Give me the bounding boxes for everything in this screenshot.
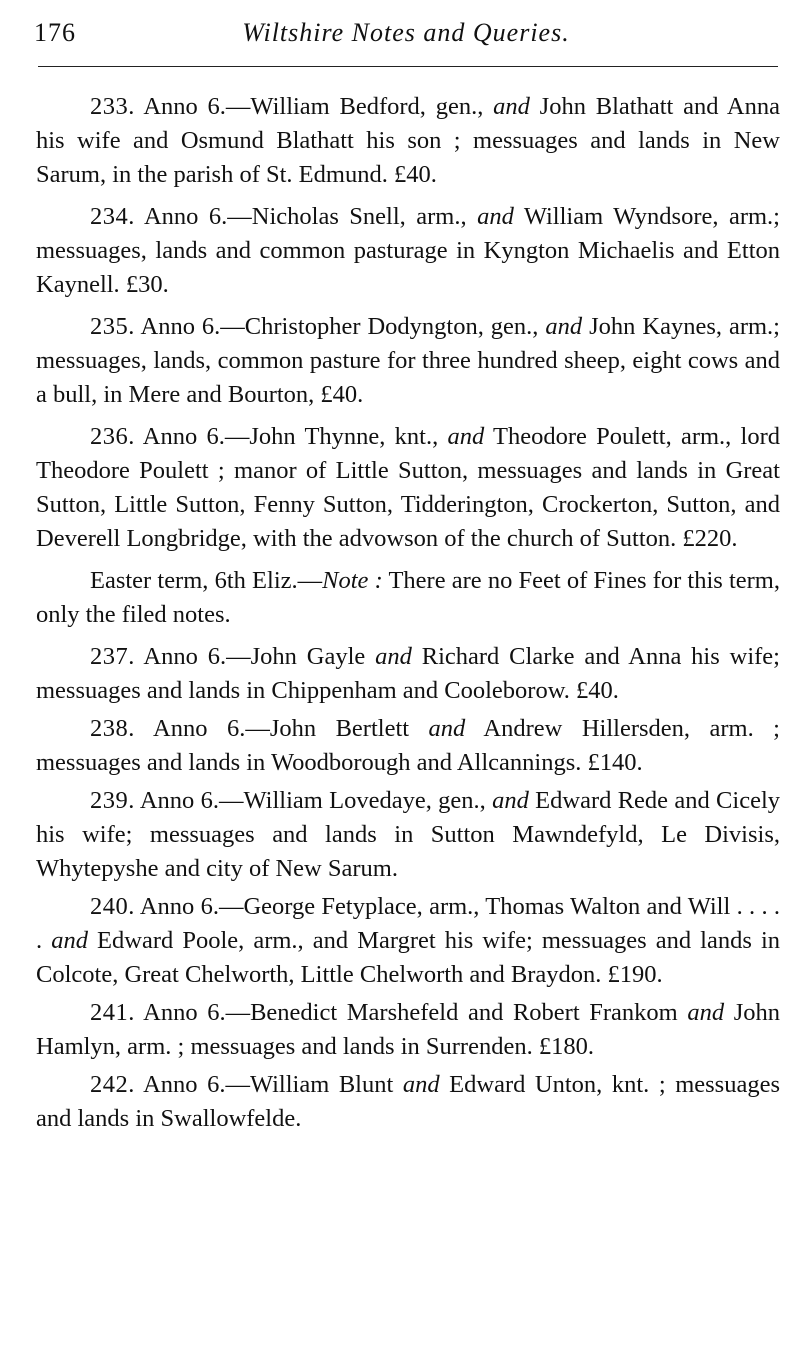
entry-text: Richard Clarke and Anna his wife; messuages and lands in Chippenham and Cooleborow.	[36, 643, 780, 704]
entry-240	[36, 890, 780, 992]
entry-234	[36, 200, 780, 302]
entry-amount: £40.	[576, 677, 619, 704]
header-rule	[38, 66, 778, 67]
entry-amount: £40.	[393, 161, 437, 188]
entry-237	[36, 640, 780, 708]
entry-text: Anno 6.—William Lovedaye, gen.,	[139, 787, 493, 814]
entry-number: 238.	[90, 715, 135, 742]
entry-conjunction: and	[51, 927, 88, 954]
entry-text: Anno 6.—John Thynne, knt.,	[142, 423, 448, 450]
entry-number: 239.	[90, 787, 135, 814]
entry-text: Anno 6.—Benedict Marshefeld and Robert Frankom	[143, 999, 688, 1026]
entry-conjunction: and	[477, 203, 514, 230]
page-body	[36, 90, 780, 1140]
running-title: Wiltshire Notes and Queries.	[242, 18, 570, 47]
entry-conjunction: and	[428, 715, 466, 742]
entry-number: 242.	[90, 1071, 135, 1098]
entry-number: 236.	[90, 423, 135, 450]
note-label: Note :	[322, 567, 383, 594]
entry-text: Anno 6.—Nicholas Snell, arm.,	[143, 203, 478, 230]
entry-number: 241.	[90, 999, 135, 1026]
entry-text: Edward Unton, knt. ; messuages and lands in Swallowfelde.	[36, 1071, 781, 1132]
entry-number: 234.	[90, 203, 135, 230]
entry-number: 233.	[90, 93, 135, 120]
entry-amount: £180.	[538, 1033, 594, 1060]
entry-amount: £40.	[320, 381, 364, 408]
entry-text: Theodore Poulett, arm., lord Theodore Poulett ; manor of Little Sutton, messuages and lands in Great Sutton, Little Sutton, Fenny Sutton, Tidderington, Crockerton, Sutton, and Deverell Longbridge, with the advowson of the church of Sutton.	[36, 423, 780, 552]
entry-241	[36, 996, 780, 1064]
entry-text: Anno 6.—William Blunt	[143, 1071, 403, 1098]
entry-conjunction: and	[687, 999, 725, 1026]
entry-text: Anno 6.—William Bedford, gen.,	[143, 93, 494, 120]
entry-text: Anno 6.—John Bertlett	[153, 715, 429, 742]
entry-text: Edward Rede and Cicely his wife; messuages and lands in Sutton Mawndefyld, Le Divisis, Whytepyshe and city of New Sarum.	[36, 787, 781, 882]
entry-238	[36, 712, 780, 780]
entry-conjunction: and	[402, 1071, 440, 1098]
entry-236	[36, 420, 780, 556]
page-number: 176	[34, 18, 76, 47]
entry-number: 240.	[90, 893, 135, 920]
entry-text: Anno 6.—Christopher Dodyngton, gen.,	[140, 313, 546, 340]
note-text: There are no Feet of Fines for this term, only the filed notes.	[36, 567, 780, 628]
entry-235	[36, 310, 780, 412]
entry-conjunction: and	[492, 787, 529, 814]
entry-number: 235.	[90, 313, 135, 340]
entry-text: William Wyndsore, arm.; messuages, lands and common pasturage in Kyngton Michaelis and Etton Kaynell.	[36, 203, 780, 298]
easter-term-note	[36, 564, 780, 632]
entry-text: Edward Poole, arm., and Margret his wife; messuages and lands in Colcote, Great Chelworth, Little Chelworth and Braydon.	[36, 927, 781, 988]
entry-amount: £220.	[682, 525, 738, 552]
entry-233	[36, 90, 780, 192]
entry-amount: £140.	[587, 749, 643, 776]
entry-text: Anno 6.—John Gayle	[143, 643, 376, 670]
entry-amount: £30.	[125, 271, 169, 298]
entry-number: 237.	[90, 643, 135, 670]
entry-conjunction: and	[493, 93, 530, 120]
entry-text: John Hamlyn, arm. ; messuages and lands in Surrenden.	[36, 999, 780, 1060]
entry-239	[36, 784, 780, 886]
page-header	[34, 14, 778, 54]
entry-242	[36, 1068, 780, 1136]
entry-conjunction: and	[375, 643, 412, 670]
entry-amount: £190.	[607, 961, 663, 988]
entry-conjunction: and	[447, 423, 485, 450]
entry-text: Andrew Hillersden, arm. ; messuages and lands in Woodborough and Allcannings.	[36, 715, 780, 776]
entry-text: Anno 6.—George Fetyplace, arm., Thomas Walton and Will . . . . .	[36, 893, 780, 954]
note-lead: Easter term, 6th Eliz.—	[90, 567, 323, 594]
entry-text: John Blathatt and Anna his wife and Osmund Blathatt his son ; messuages and lands in New Sarum, in the parish of St. Edmund.	[36, 93, 780, 188]
entry-text: John Kaynes, arm.; messuages, lands, common pasture for three hundred sheep, eight cows and a bull, in Mere and Bourton,	[36, 313, 780, 408]
entry-conjunction: and	[545, 313, 583, 340]
